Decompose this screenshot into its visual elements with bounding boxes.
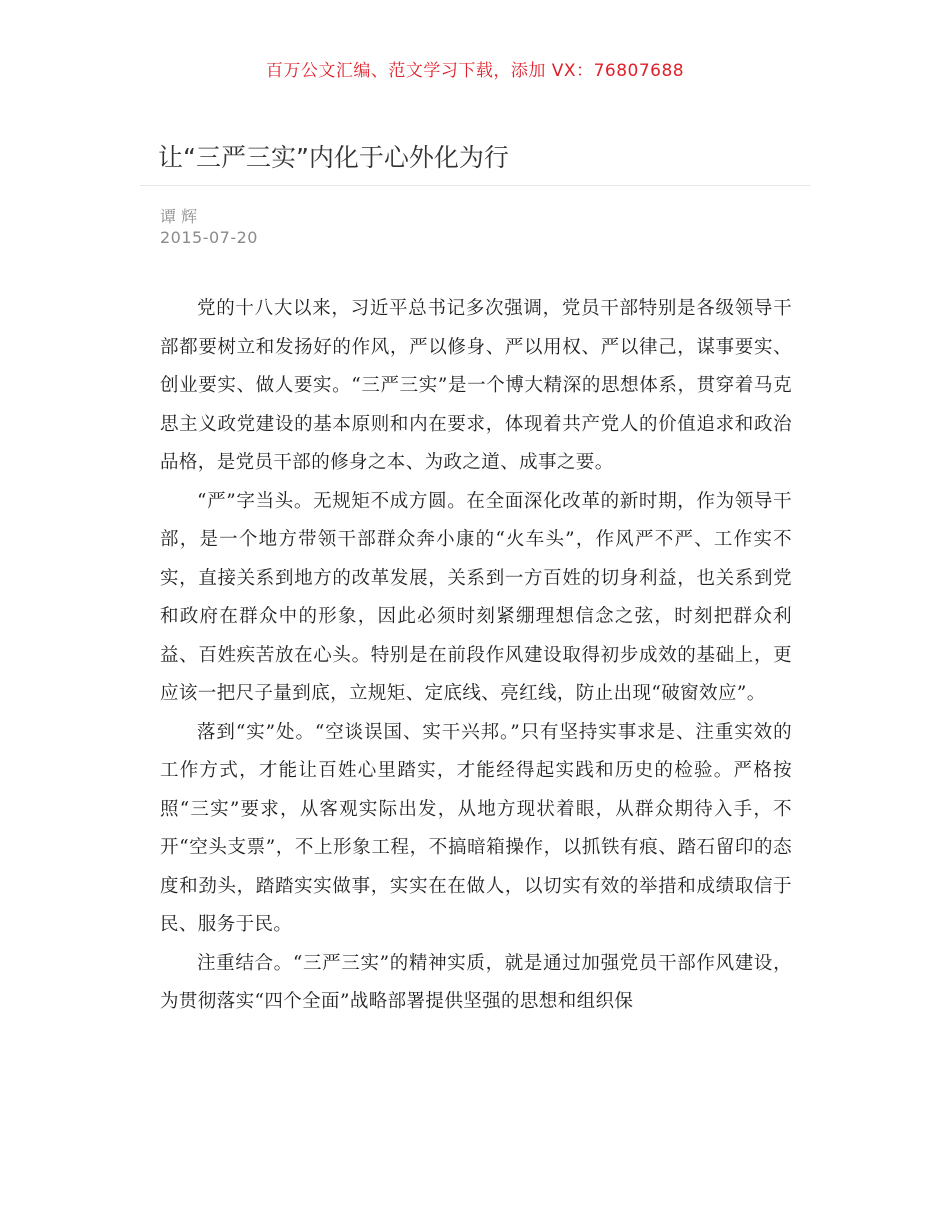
article-date: 2015-07-20 [160,228,258,247]
article-title: 让“三严三实”内化于心外化为行 [158,143,509,172]
paragraph-2: “严”字当头。无规矩不成方圆。在全面深化改革的新时期，作为领导干部，是一个地方带领干部群众奔小康的“火车头”，作风严不严、工作实不实，直接关系到地方的改革发展，关系到一方百姓的切身利益，也关系到党和政府在群众中的形象，因此必须时刻紧绷理想信念之弦，时刻把群众利益、百姓疾苦放在心头。特别是在前段作风建设取得初步成效的基础上，更应该一把尺子量到底，立规矩、定底线、亮红线，防止出现“破窗效应”。 [160,490,792,704]
article-author: 谭 辉 [160,207,198,226]
promo-banner: 百万公文汇编、范文学习下载，添加 VX：76807688 [265,61,685,81]
paragraph-1: 党的十八大以来，习近平总书记多次强调，党员干部特别是各级领导干部都要树立和发扬好的作风，严以修身、严以用权、严以律己，谋事要实、创业要实、做人要实。“三严三实”是一个博大精深的思想体系，贯穿着马克思主义政党建设的基本原则和内在要求，体现着共产党人的价值追求和政治品格，是党员干部的修身之本、为政之道、成事之要。 [160,298,792,473]
paragraph-4: 注重结合。“三严三实”的精神实质，就是通过加强党员干部作风建设，为贯彻落实“四个全面”战略部署提供坚强的思想和组织保 [160,952,792,1012]
article-body [160,290,792,1022]
title-divider [140,185,810,186]
paragraph-3: 落到“实”处。“空谈误国、实干兴邦。”只有坚持实事求是、注重实效的工作方式，才能让百姓心里踏实，才能经得起实践和历史的检验。严格按照“三实”要求，从客观实际出发，从地方现状着眼，从群众期待入手，不开“空头支票”，不上形象工程，不搞暗箱操作，以抓铁有痕、踏石留印的态度和劲头，踏踏实实做事，实实在在做人，以切实有效的举措和成绩取信于民、服务于民。 [160,721,792,935]
